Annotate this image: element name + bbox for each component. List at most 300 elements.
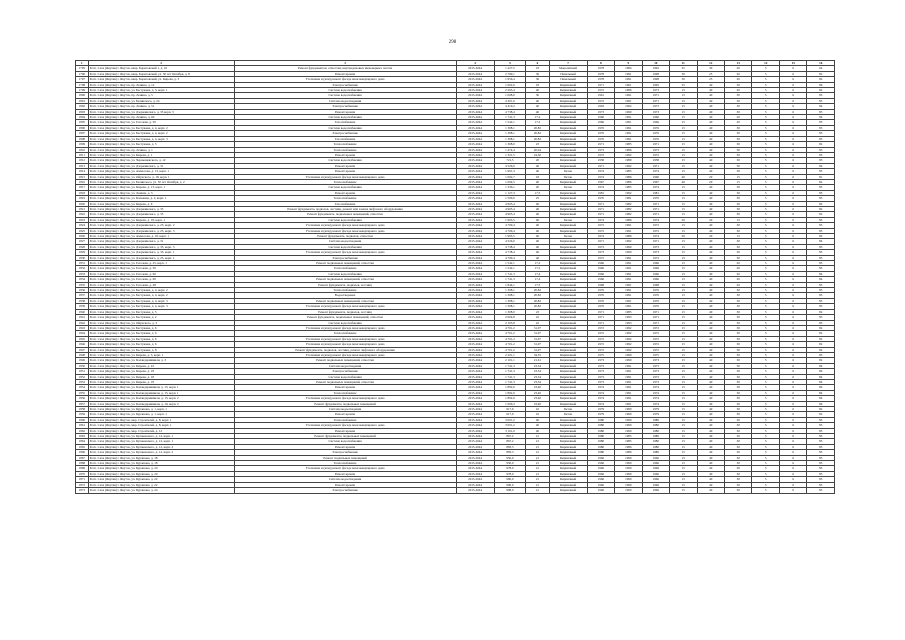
table-cell: Кирпичный	[549, 423, 587, 428]
table-cell: 15	[670, 266, 697, 271]
table-cell: 5	[752, 88, 779, 93]
table-cell: 1 308,1	[494, 125, 526, 130]
table-cell: 1972	[587, 152, 614, 157]
table-cell: 1871	[76, 477, 89, 482]
table-cell: 15	[670, 385, 697, 390]
table-cell: Бетон	[549, 407, 587, 412]
table-cell: 40	[697, 169, 724, 174]
table-cell: 1966	[642, 120, 669, 125]
table-cell: 23,34	[526, 374, 549, 379]
table-cell: 82	[807, 201, 835, 206]
table-cell: 15	[670, 363, 697, 368]
table-cell: 40	[697, 255, 724, 260]
table-cell: Кирпичный	[549, 239, 587, 244]
table-cell: 15	[670, 336, 697, 341]
table-cell: Ремонт кровли	[234, 482, 456, 487]
table-cell: 1966	[642, 466, 669, 471]
table-cell: 5	[752, 374, 779, 379]
table-cell: 1 308,1	[494, 304, 526, 309]
table-cell: 15	[670, 201, 697, 206]
table-cell: 15	[670, 315, 697, 320]
table-cell: Теплоснабжение	[234, 266, 456, 271]
table-cell: Теплоснабжение	[234, 461, 456, 466]
table-cell: 1976	[642, 136, 669, 141]
table-cell: 1857	[76, 401, 89, 406]
table-cell: 1990	[615, 109, 642, 114]
table-cell: Теплоснабжение	[234, 142, 456, 147]
table-cell: 1984	[615, 66, 642, 71]
table-cell: 2015-2044	[456, 282, 494, 287]
table-cell: 20	[526, 158, 549, 163]
table-cell: 998,0	[494, 488, 526, 493]
table-cell: 83	[807, 266, 835, 271]
table-cell: Респ. Саха (Якутия) г. Якутск, ул. Белинского, ул. 50 лет Октября, д. 2	[88, 179, 234, 184]
table-cell: 25	[670, 82, 697, 87]
table-cell: Кирпичный	[549, 261, 587, 266]
table-cell: Респ. Саха (Якутия) г. Якутск, ул. Кирова, д. 18, корп. 1	[88, 217, 234, 222]
table-cell: 20	[725, 282, 752, 287]
table-cell: 6	[779, 315, 806, 320]
table-cell: 83	[807, 109, 835, 114]
column-header: 4	[456, 61, 494, 66]
table-cell: 5	[752, 298, 779, 303]
table-cell: 1971	[587, 206, 614, 211]
table-cell: 84	[807, 271, 835, 276]
table-cell: 6	[779, 320, 806, 325]
table-cell: 1966	[587, 266, 614, 271]
table-cell: 20	[725, 277, 752, 282]
table-cell: 2015-2044	[456, 444, 494, 449]
table-cell: 1976	[642, 304, 669, 309]
table-cell: 1 094,5	[494, 179, 526, 184]
table-cell: 4 709,4	[494, 228, 526, 233]
table-cell: 1980	[642, 428, 669, 433]
table-cell: 36	[526, 77, 549, 82]
table-cell: 1976	[587, 298, 614, 303]
table-cell: Кирпичный	[549, 482, 587, 487]
table-cell: 1 227,5	[494, 66, 526, 71]
table-cell: Система водоснабжения	[234, 185, 456, 190]
table-cell: 5	[752, 244, 779, 249]
column-header: 5	[494, 61, 526, 66]
table-cell: Кирпичный	[549, 142, 587, 147]
table-cell: 1993	[615, 320, 642, 325]
table-cell: Респ. Саха (Якутия) г. Якутск, ул. Бестужева, д. 2	[88, 315, 234, 320]
table-cell: 40	[697, 228, 724, 233]
table-cell: 1976	[642, 125, 669, 130]
table-cell: 1972	[642, 336, 669, 341]
table-cell: 16	[526, 407, 549, 412]
table-cell: 15	[670, 293, 697, 298]
table-cell: Респ. Саха (Якутия) г. Якутск, ул. Бестужева, д. 4, корп. 2	[88, 125, 234, 130]
table-cell: 2015-2044	[456, 190, 494, 195]
table-cell: 40	[697, 131, 724, 136]
table-cell: 1866	[76, 450, 89, 455]
table-cell: 5	[752, 196, 779, 201]
table-cell: Кирпичный	[549, 179, 587, 184]
table-cell: 1972	[642, 152, 669, 157]
table-cell: 2015-2044	[456, 158, 494, 163]
table-cell: 1 321,5	[494, 152, 526, 157]
table-cell: 1973	[587, 379, 614, 384]
table-cell: 1830	[76, 255, 89, 260]
table-cell: Ремонт фундамента, подвалов, лестниц	[234, 309, 456, 314]
table-cell: 721,5	[494, 158, 526, 163]
table-cell: Кирпичный	[549, 374, 587, 379]
table-cell: 20	[725, 115, 752, 120]
table-cell: Кирпичный	[549, 104, 587, 109]
table-cell: 1828	[76, 244, 89, 249]
table-cell: Респ. Саха (Якутия) г. Якутск, ул. Кирова, д. 18	[88, 374, 234, 379]
table-cell: 1822	[76, 212, 89, 217]
table-cell: 30	[725, 190, 752, 195]
table-cell: 1976	[587, 131, 614, 136]
table-cell: 1 308,1	[494, 136, 526, 141]
table-cell: 1832	[76, 266, 89, 271]
table-cell: 30	[725, 412, 752, 417]
table-cell: 15	[670, 115, 697, 120]
table-cell: 30	[725, 488, 752, 493]
table-cell: 950,0	[494, 461, 526, 466]
table-cell: 40	[526, 212, 549, 217]
table-cell: 1986	[615, 450, 642, 455]
column-header: 2	[88, 61, 234, 66]
table-cell: 1980	[642, 434, 669, 439]
table-cell: Бетон	[549, 234, 587, 239]
table-cell: 22	[526, 315, 549, 320]
table-cell: 1980	[642, 439, 669, 444]
table-cell: 1805	[76, 120, 89, 125]
table-cell: 30	[725, 158, 752, 163]
table-cell: 1972	[587, 347, 614, 352]
table-cell: 5	[752, 142, 779, 147]
table-cell: 6	[779, 347, 806, 352]
table-cell: 1990	[615, 488, 642, 493]
table-cell: Ремонт подвальных помещений	[234, 455, 456, 460]
table-cell: 1998	[642, 71, 669, 76]
table-cell: 1982	[615, 201, 642, 206]
table-cell: 30	[725, 439, 752, 444]
table-cell: 2015-2044	[456, 325, 494, 330]
table-cell: Респ. Саха (Якутия) г. Якутск, ул. Дзержинского, д. 23, корп. 1	[88, 255, 234, 260]
table-cell: 40	[526, 223, 549, 228]
table-cell: 6	[779, 379, 806, 384]
table-cell: 83	[807, 315, 835, 320]
table-cell: 6	[779, 120, 806, 125]
table-cell: 1971	[587, 239, 614, 244]
table-cell: 1990	[615, 477, 642, 482]
table-cell: 1966	[587, 482, 614, 487]
table-cell: 21	[526, 444, 549, 449]
table-cell: 83	[807, 455, 835, 460]
table-cell: 1 741,3	[494, 369, 526, 374]
table-cell: Респ. Саха (Якутия) г. Якутск, ул. Курашова, д. 22	[88, 482, 234, 487]
table-cell: Кирпичный	[549, 347, 587, 352]
table-cell: 4 701,2	[494, 342, 526, 347]
table-cell: Система водоснабжения	[234, 115, 456, 120]
table-cell: 1 127,3	[494, 190, 526, 195]
table-cell: 1864	[76, 439, 89, 444]
table-cell: 30	[670, 71, 697, 76]
table-cell: 1966	[642, 271, 669, 276]
table-cell: 1976	[587, 125, 614, 130]
table-cell: 6	[779, 374, 806, 379]
table-cell: 1833	[76, 271, 89, 276]
table-cell: 5	[752, 488, 779, 493]
table-cell: 15	[670, 131, 697, 136]
table-cell: 1825	[76, 228, 89, 233]
table-cell: 40	[697, 461, 724, 466]
column-header: 6	[526, 61, 549, 66]
table-cell: 20	[725, 266, 752, 271]
table-cell: Респ. Саха (Якутия) г. Якутск, ул. Бестужева, д. 4, корп. 3	[88, 136, 234, 141]
table-cell: 1869	[76, 466, 89, 471]
table-cell: 20	[725, 261, 752, 266]
table-cell: 30	[725, 163, 752, 168]
table-cell: 83	[807, 120, 835, 125]
table-cell: 1973	[642, 369, 669, 374]
table-cell: 83	[807, 217, 835, 222]
table-cell: Электроснабжение	[234, 369, 456, 374]
table-cell: 82	[807, 336, 835, 341]
table-cell: 1814	[76, 169, 89, 174]
table-cell: 1990	[615, 417, 642, 422]
table-cell: Кирпичный	[549, 379, 587, 384]
table-cell: 1992	[615, 163, 642, 168]
table-cell: 30	[526, 93, 549, 98]
table-cell: 1990	[615, 250, 642, 255]
table-cell: 1808	[76, 136, 89, 141]
table-cell: 1991	[615, 71, 642, 76]
table-cell: 21	[526, 488, 549, 493]
table-cell: 1966	[587, 120, 614, 125]
table-cell: 15	[670, 347, 697, 352]
table-cell: 40	[670, 174, 697, 179]
table-cell: Респ. Саха (Якутия) г. Якутск, ул. Дзержинского, д. 35, корп. 1	[88, 250, 234, 255]
table-cell: 6	[779, 461, 806, 466]
table-cell: Утепление и (или) ремонт фасада многоквартирного дома	[234, 250, 456, 255]
table-cell: 15	[725, 217, 752, 222]
table-cell: 5	[752, 455, 779, 460]
table-cell: 31,07	[526, 331, 549, 336]
table-cell: 15	[670, 169, 697, 174]
table-cell: 1971	[642, 309, 669, 314]
table-cell: 30	[725, 342, 752, 347]
table-cell: 5	[752, 239, 779, 244]
table-cell: Система водоснабжения	[234, 320, 456, 325]
table-cell: Утепление и (или) ремонт фасада многоквартирного дома	[234, 174, 456, 179]
table-cell: 6	[779, 158, 806, 163]
table-cell: 1990	[615, 352, 642, 357]
table-cell: 6	[779, 444, 806, 449]
table-cell: 40	[697, 482, 724, 487]
table-cell: Респ. Саха (Якутия) г. Якутск, пр. Ленина, д. 12	[88, 82, 234, 87]
table-cell: Кирпичный	[549, 488, 587, 493]
table-cell: 2015-2044	[456, 466, 494, 471]
table-cell: 1971	[642, 201, 669, 206]
table-cell: 2015-2044	[456, 201, 494, 206]
table-cell: 5	[752, 185, 779, 190]
table-cell: 84	[807, 239, 835, 244]
table-cell: Электроснабжение	[234, 104, 456, 109]
table-cell: 1858	[76, 407, 89, 412]
table-cell: 6	[779, 428, 806, 433]
table-cell: Кирпичный	[549, 98, 587, 103]
table-cell: 1978	[587, 66, 614, 71]
table-cell: 15	[670, 120, 697, 125]
table-cell: 1802	[76, 104, 89, 109]
table-cell: 15	[670, 417, 697, 422]
table-cell: 82	[807, 331, 835, 336]
table-cell: 617,9	[494, 407, 526, 412]
table-cell: 25	[697, 71, 724, 76]
table-cell: 1973	[587, 369, 614, 374]
table-cell: 3 001,2	[494, 423, 526, 428]
table-cell: 5	[752, 461, 779, 466]
table-cell: 1971	[587, 82, 614, 87]
table-cell: 2015-2044	[456, 196, 494, 201]
table-cell: 5	[752, 331, 779, 336]
table-cell: 15	[670, 369, 697, 374]
table-cell: 1816	[76, 179, 89, 184]
table-cell: Газоснабжение	[234, 120, 456, 125]
table-cell: 40	[697, 390, 724, 395]
table-cell: Ремонт кровли	[234, 71, 456, 76]
table-cell: Кирпичный	[549, 439, 587, 444]
table-cell: 21	[526, 450, 549, 455]
table-cell: 86	[807, 82, 835, 87]
table-row	[76, 488, 835, 493]
table-cell: 30	[725, 255, 752, 260]
page-number: 298	[448, 40, 457, 45]
table-cell: 2015-2044	[456, 250, 494, 255]
table-cell: 1963	[587, 104, 614, 109]
table-cell: Респ. Саха (Якутия) г. Якутск, ул. Курашова, д. 24	[88, 488, 234, 493]
table-cell: 1958	[587, 158, 614, 163]
table-cell: 30	[725, 401, 752, 406]
table-cell: 30	[725, 455, 752, 460]
table-cell: 30	[725, 93, 752, 98]
table-cell: 978,0	[494, 471, 526, 476]
table-cell: 2015-2044	[456, 477, 494, 482]
table-cell: 83	[807, 352, 835, 357]
table-cell: Система водоснабжения	[234, 93, 456, 98]
table-cell: Респ. Саха (Якутия) г. Якутск, ул. Кирова, д. 22	[88, 363, 234, 368]
table-cell: 6	[779, 104, 806, 109]
table-cell: 6	[779, 190, 806, 195]
table-cell: 1972	[642, 342, 669, 347]
data-sheet	[75, 60, 835, 494]
table-cell: 2015-2044	[456, 234, 494, 239]
table-cell: 1966	[587, 466, 614, 471]
table-cell: 5	[752, 369, 779, 374]
table-cell: 6	[779, 477, 806, 482]
table-cell: 2015-2044	[456, 120, 494, 125]
table-cell: 20	[670, 234, 697, 239]
table-cell: 6	[779, 152, 806, 157]
table-cell: 84	[807, 115, 835, 120]
table-cell: 21	[526, 482, 549, 487]
table-cell: 83	[807, 131, 835, 136]
table-cell: 1972	[642, 347, 669, 352]
table-cell: 1992	[642, 66, 669, 71]
table-cell: Кирпичный	[549, 369, 587, 374]
table-cell: 2015-2044	[456, 77, 494, 82]
table-cell: 6	[779, 234, 806, 239]
table-cell: Кирпичный	[549, 401, 587, 406]
table-cell: Респ. Саха (Якутия) г. Якутск, ул. Бестужева, д. 4, корп. 3	[88, 304, 234, 309]
table-cell: 1986	[615, 217, 642, 222]
table-cell: 22	[526, 320, 549, 325]
table-cell: Кирпичный	[549, 244, 587, 249]
table-cell: 3 001,2	[494, 417, 526, 422]
table-cell: 1 892,0	[494, 385, 526, 390]
table-cell: 2015-2044	[456, 358, 494, 363]
table-cell: 2 004,8	[494, 315, 526, 320]
table-cell: Теплоснабжение	[234, 331, 456, 336]
table-cell: 83	[807, 477, 835, 482]
table-cell: 30	[725, 109, 752, 114]
table-cell: 40	[697, 185, 724, 190]
table-cell: 82	[807, 88, 835, 93]
table-cell: Кирпичный	[549, 396, 587, 401]
table-cell: 1979	[642, 407, 669, 412]
table-cell: 1972	[642, 325, 669, 330]
table-cell: 82	[807, 325, 835, 330]
table-cell: Кирпичный	[549, 293, 587, 298]
table-cell: 40	[697, 82, 724, 87]
table-cell: 84	[807, 379, 835, 384]
table-cell: Кирпичный	[549, 223, 587, 228]
table-cell: 40	[526, 244, 549, 249]
table-cell: 4 526,0	[494, 239, 526, 244]
table-cell: 1973	[642, 374, 669, 379]
table-cell: 15	[670, 277, 697, 282]
table-cell: 30	[670, 77, 697, 82]
table-cell: 15	[725, 174, 752, 179]
table-cell: 1990	[615, 412, 642, 417]
table-cell: 20	[725, 71, 752, 76]
table-cell: 1971	[587, 142, 614, 147]
table-cell: 1976	[642, 288, 669, 293]
table-cell: 40	[670, 179, 697, 184]
table-cell: 6	[779, 471, 806, 476]
table-cell: 2015-2044	[456, 98, 494, 103]
table-cell: 20,82	[526, 131, 549, 136]
table-cell: 1856	[76, 396, 89, 401]
table-cell: 5	[752, 228, 779, 233]
table-cell: 6	[779, 390, 806, 395]
table-cell: Кирпичный	[549, 304, 587, 309]
table-cell: 40	[526, 206, 549, 211]
table-cell: Ремонт кровли	[234, 444, 456, 449]
table-cell: 1985	[615, 169, 642, 174]
table-cell: 83	[807, 244, 835, 249]
table-cell: 40	[526, 98, 549, 103]
table-cell: 1966	[642, 277, 669, 282]
table-cell: Респ. Саха (Якутия) г. Якутск, ул. Гоголева, д. 25, корп. 1	[88, 261, 234, 266]
table-cell: 1986	[615, 444, 642, 449]
table-cell: 1991	[615, 223, 642, 228]
table-cell: 1972	[587, 342, 614, 347]
table-cell: 1991	[615, 266, 642, 271]
table-cell: 83	[807, 428, 835, 433]
table-cell: 1831	[76, 261, 89, 266]
table-cell: 30	[725, 450, 752, 455]
table-cell: Кирпичный	[549, 212, 587, 217]
table-cell: 5	[752, 347, 779, 352]
table-cell: 1801	[76, 98, 89, 103]
